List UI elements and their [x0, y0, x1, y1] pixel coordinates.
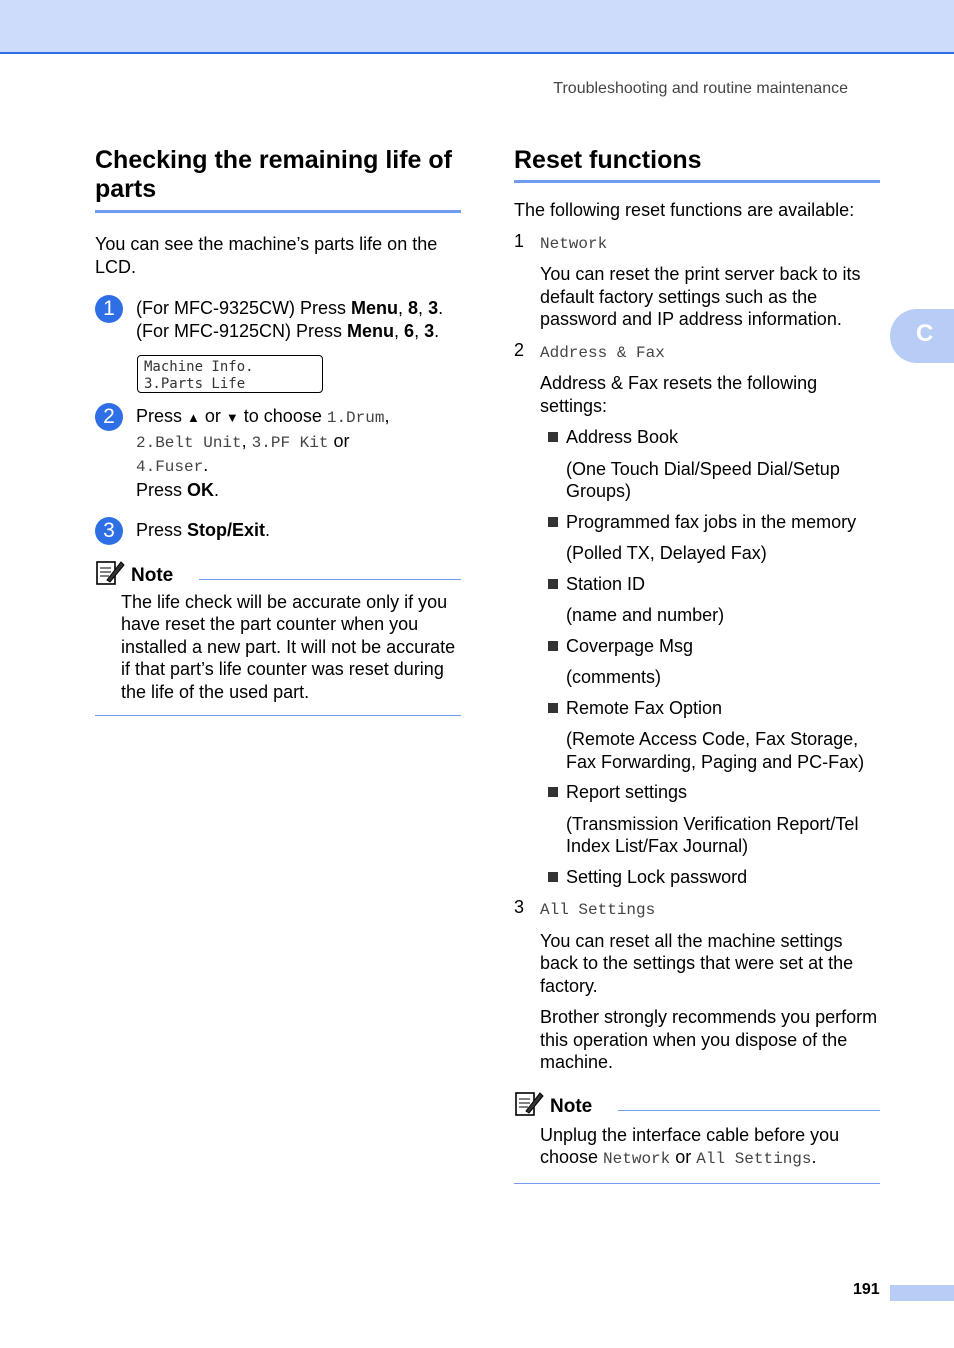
step-3 [95, 519, 461, 542]
lcd-display: Machine Info. 3.Parts Life [137, 355, 323, 393]
reset-intro: The following reset functions are available: [514, 200, 855, 220]
bullet-address-book: Address Book [514, 426, 880, 449]
bullet-sub: (Transmission Verification Report/Tel Index List/Fax Journal) [566, 813, 859, 856]
reset-item-all-settings: 3 All Settings [514, 897, 656, 919]
up-arrow-icon: ▲ [187, 410, 200, 425]
step-2-text: Press ▲ or ▼ to choose 1.Drum, 2.Belt Unit, 3.PF Kit or 4.Fuser. Press OK. [136, 406, 390, 500]
bullet-setting-lock: Setting Lock password [514, 866, 880, 889]
note-title: Note [550, 1095, 593, 1117]
bullet-report-settings: Report settings [514, 781, 880, 804]
chapter-tab [890, 309, 954, 363]
down-arrow-icon: ▼ [225, 410, 239, 425]
note-rule [199, 579, 461, 580]
step-number-2: 2 [95, 403, 123, 431]
step-1-line-1: (For MFC-9325CW) Press Menu, 8, 3. [136, 298, 444, 318]
bullet-remote-fax: Remote Fax Option [514, 697, 880, 720]
chapter-tab-letter: C [916, 320, 934, 347]
bullet-station-id: Station ID [514, 573, 880, 596]
step-2 [95, 405, 461, 501]
note-box-right [514, 1089, 880, 1184]
bullet-sub: (name and number) [566, 605, 725, 625]
bullet-programmed-fax: Programmed fax jobs in the memory [514, 511, 880, 534]
bullet-sub: (comments) [566, 667, 662, 687]
note-pencil-icon [95, 558, 125, 588]
left-column [95, 146, 461, 716]
bullet-sub: (One Touch Dial/Speed Dial/Setup Groups) [566, 458, 840, 501]
section-heading-reset: Reset functions [514, 146, 880, 183]
reset-item-address-fax: 2 Address & Fax [514, 339, 665, 362]
section-heading-parts-life: Checking the remaining life of parts [95, 146, 461, 213]
note-pencil-icon [514, 1089, 544, 1119]
all-settings-desc-2: Brother strongly recommends you perform this operation when you dispose of the machine. [540, 1007, 878, 1072]
step-number-1: 1 [95, 295, 123, 323]
note-body: Unplug the interface cable before you choose Network or All Settings. [540, 1124, 840, 1168]
right-column [514, 146, 880, 1184]
note-rule [618, 1110, 880, 1111]
reset-item-network: 1 Network [514, 230, 608, 253]
step-1 [95, 297, 461, 342]
top-band [0, 0, 954, 54]
note-body: The life check will be accurate only if you have reset the part counter when you installed a new part. It will not be accurate if that part’s life counter was reset during the life of the used part. [121, 591, 456, 702]
running-header: Troubleshooting and routine maintenance [553, 80, 848, 97]
step-1-line-2: (For MFC-9125CN) Press Menu, 6, 3. [136, 320, 440, 341]
bullet-sub: (Remote Access Code, Fax Storage, Fax Forwarding, Paging and PC-Fax) [566, 729, 865, 772]
intro-paragraph: You can see the machine’s parts life on the LCD. [95, 234, 438, 277]
note-box-left [95, 558, 461, 717]
bullet-coverpage-msg: Coverpage Msg [514, 635, 880, 658]
note-title: Note [131, 564, 174, 586]
address-fax-desc: Address & Fax resets the following settings: [540, 373, 818, 416]
bullet-sub: (Polled TX, Delayed Fax) [566, 543, 767, 563]
network-desc: You can reset the print server back to its default factory settings such as the password and IP address information. [540, 264, 861, 329]
step-3-text: Press Stop/Exit. [136, 520, 271, 540]
all-settings-desc: You can reset all the machine settings back to the settings that were set at the factory. [540, 930, 854, 996]
page-number: 191 [853, 1281, 880, 1298]
page-number-bar [890, 1285, 954, 1301]
step-number-3: 3 [95, 517, 123, 545]
